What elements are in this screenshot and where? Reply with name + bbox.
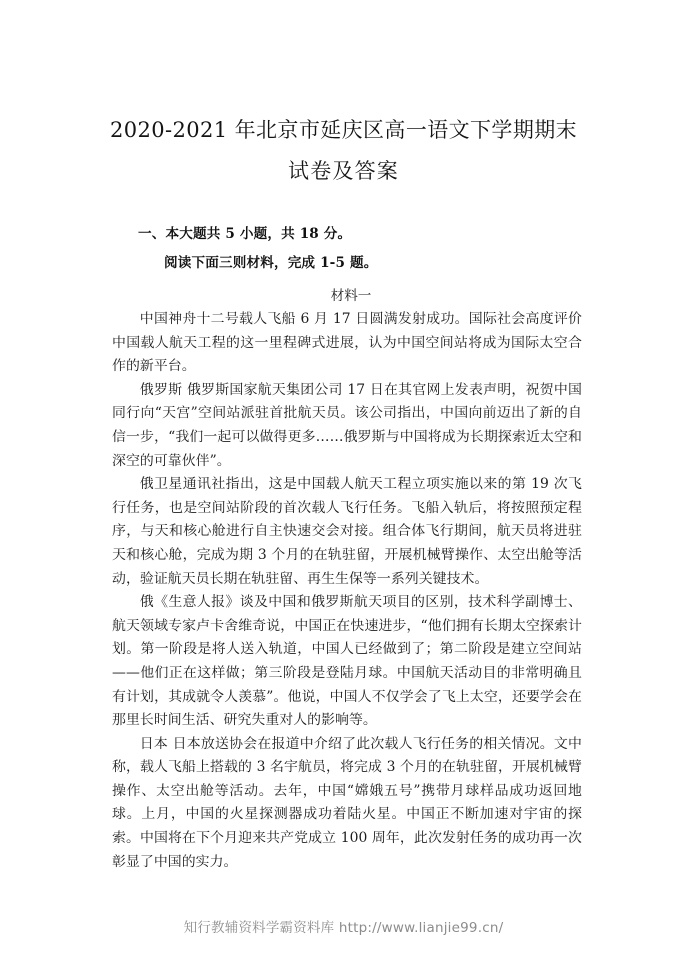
material-label: 材料一 bbox=[330, 288, 372, 304]
section-heading: 一、本大题共 5 小题，共 18 分。 bbox=[138, 226, 352, 242]
body-paragraph: 俄卫星通讯社指出，这是中国载人航天工程立项实施以来的第 19 次飞行任务，也是空间站阶段的首次载人飞行任务。飞船入轨后，将按照预定程序，与天和核心舱进行自主快速交会对接。组合体飞行期间，航天员将进驻天和核心舱，完成为期 3 个月的在轨驻留，开展机械臂操作、太空出舱等活动，验证航天员长期在轨驻留、再生生保等一系列关键技术。 bbox=[112, 476, 582, 587]
body-paragraph: 俄罗斯 俄罗斯国家航天集团公司 17 日在其官网上发表声明，祝贺中国同行向“天宫”空间站派驻首批航天员。该公司指出，中国向前迈出了新的自信一步，“我们一起可以做得更多……俄罗斯与中国将成为长期探索近太空和深空的可靠伙伴”。 bbox=[112, 381, 582, 469]
page-title-line-1: 2020-2021 年北京市延庆区高一语文下学期期末 bbox=[109, 118, 578, 143]
page-title-line-2: 试卷及答案 bbox=[288, 159, 399, 184]
body-paragraph: 中国神舟十二号载人飞船 6 月 17 日圆满发射成功。国际社会高度评价中国载人航天工程的这一里程碑式进展，认为中国空间站将成为国际太空合作的新平台。 bbox=[112, 311, 582, 375]
body-paragraph: 俄《生意人报》谈及中国和俄罗斯航天项目的区别，技术科学副博士、航天领域专家卢卡舍维奇说，中国正在快速进步，“他们拥有长期太空探索计划。第一阶段是将人送入轨道，中国人已经做到了；第二阶段是建立空间站——他们正在这样做；第三阶段是登陆月球。中国航天活动目的非常明确且有计划，其成就令人羡慕”。他说，中国人不仅学会了飞上太空，还要学会在那里长时间生活、研究失重对人的影响等。 bbox=[112, 594, 582, 729]
section-subheading: 阅读下面三则材料，完成 1-5 题。 bbox=[164, 255, 378, 271]
body-paragraph: 日本 日本放送协会在报道中介绍了此次载人飞行任务的相关情况。文中称，载人飞船上搭载的 3 名宇航员，将完成 3 个月的在轨驻留，开展机械臂操作、太空出舱等活动。去年，中国“嫦娥五号”携带月球样品成功返回地球。上月，中国的火星探测器成功着陆火星。中国正不断加速对宇宙的探索。中国将在下个月迎来共产党成立 100 周年，此次发射任务的成功再一次彰显了中国的实力。 bbox=[112, 735, 582, 870]
watermark-site-name: 知行教辅资料学霸资料库 bbox=[183, 920, 335, 936]
footer-watermark bbox=[0, 918, 687, 938]
page-title bbox=[103, 110, 584, 192]
watermark-url: http://www.lianjie99.cn/ bbox=[338, 920, 504, 936]
document-body bbox=[112, 222, 582, 874]
